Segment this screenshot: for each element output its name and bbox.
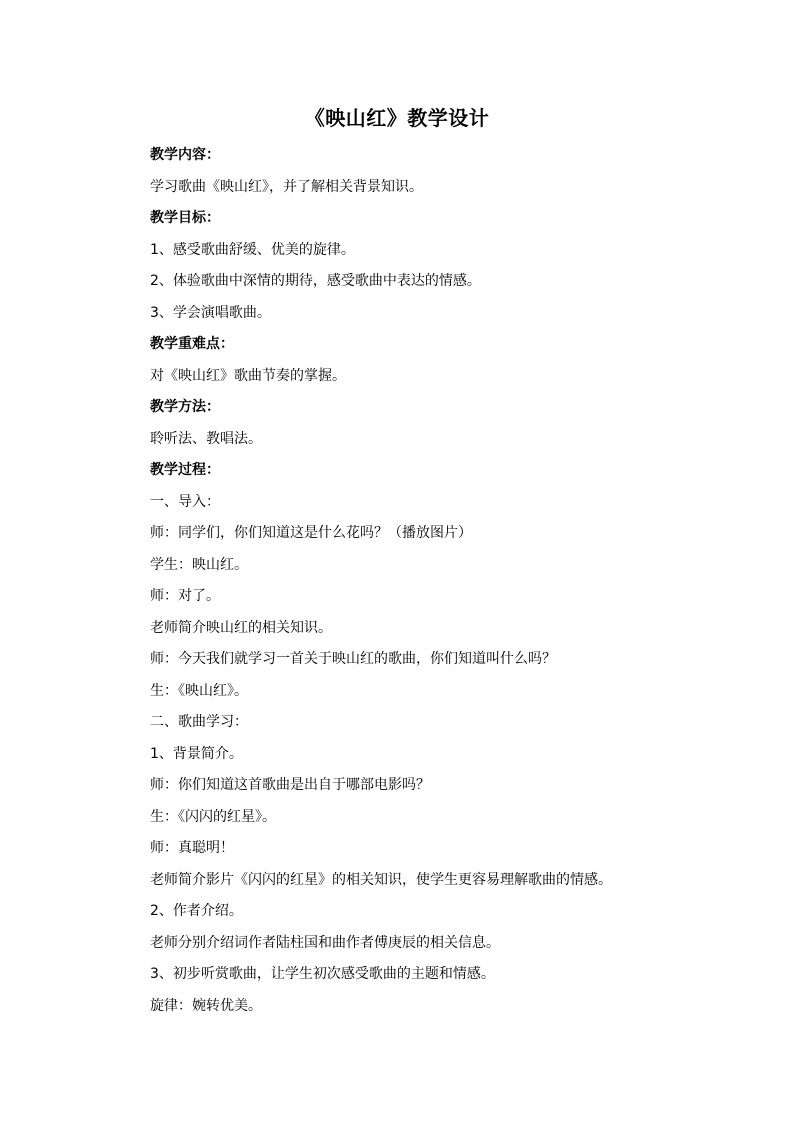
paragraph-line: 师：今天我们就学习一首关于映山红的歌曲，你们知道叫什么吗？ xyxy=(150,651,556,667)
section-heading: 教学过程： xyxy=(150,462,220,478)
paragraph-line: 对《映山红》歌曲节奏的掌握。 xyxy=(150,367,346,384)
paragraph-line: 2、体验歌曲中深情的期待，感受歌曲中表达的情感。 xyxy=(150,273,481,289)
section-heading: 教学目标： xyxy=(150,210,220,226)
document-title: 《映山红》教学设计 xyxy=(304,106,490,130)
paragraph-line: 老师分别介绍词作者陆柱国和曲作者傅庚辰的相关信息。 xyxy=(150,934,500,951)
section-heading: 教学方法： xyxy=(150,399,220,415)
section-heading: 教学内容： xyxy=(150,147,220,163)
paragraph-line: 师：真聪明！ xyxy=(150,840,234,856)
document-body xyxy=(150,140,710,1022)
paragraph-line: 3、初步听赏歌曲，让学生初次感受歌曲的主题和情感。 xyxy=(150,966,495,982)
paragraph-line: 师：你们知道这首歌曲是出自于哪部电影吗？ xyxy=(150,777,430,793)
paragraph-line: 二、歌曲学习： xyxy=(150,714,248,730)
paragraph-line: 师：对了。 xyxy=(150,588,220,604)
paragraph-line: 学习歌曲《映山红》，并了解相关背景知识。 xyxy=(150,178,423,195)
paragraph-line: 老师简介影片《闪闪的红星》的相关知识，使学生更容易理解歌曲的情感。 xyxy=(150,871,612,888)
section-heading: 教学重难点： xyxy=(150,336,234,352)
paragraph-line: 师：同学们，你们知道这是什么花吗？（播放图片） xyxy=(150,525,472,541)
paragraph-line: 1、感受歌曲舒缓、优美的旋律。 xyxy=(150,241,355,258)
paragraph-line: 2、作者介绍。 xyxy=(150,903,243,919)
paragraph-line: 老师简介映山红的相关知识。 xyxy=(150,619,332,636)
paragraph-line: 3、学会演唱歌曲。 xyxy=(150,304,271,321)
paragraph-line: 学生：映山红。 xyxy=(150,556,248,573)
paragraph-line: 1、背景简介。 xyxy=(150,745,243,762)
paragraph-line: 一、导入： xyxy=(150,493,220,510)
paragraph-line: 聆听法、教唱法。 xyxy=(150,430,262,447)
paragraph-line: 生：《闪闪的红星》。 xyxy=(150,808,276,825)
paragraph-line: 旋律：婉转优美。 xyxy=(150,997,262,1014)
paragraph-line: 生：《映山红》。 xyxy=(150,682,248,699)
